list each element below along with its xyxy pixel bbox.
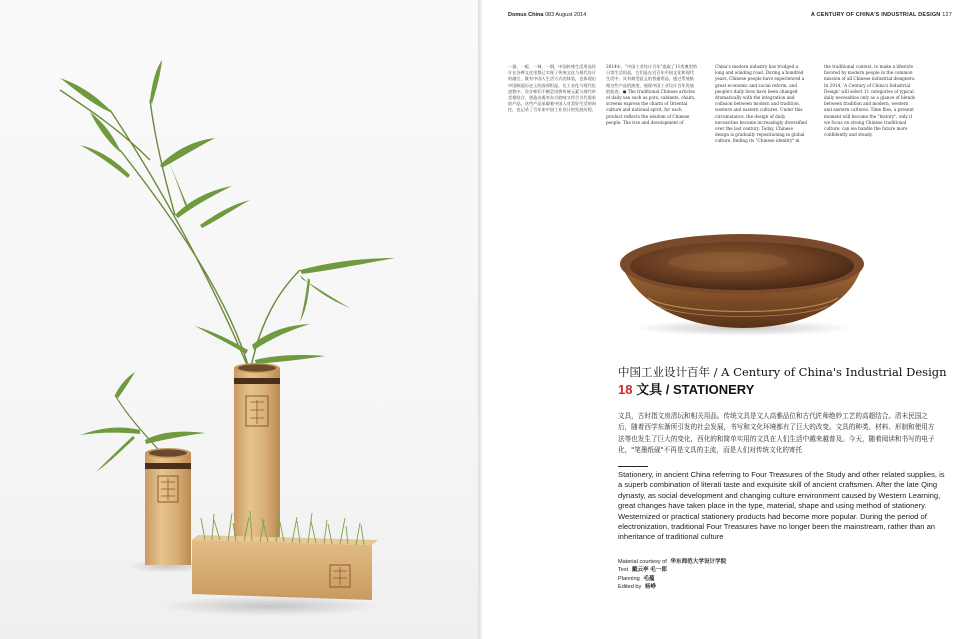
category-number: 18: [618, 382, 633, 397]
credit-material: [618, 558, 918, 566]
bamboo-leaves: [60, 60, 395, 364]
credit-planning: [618, 575, 918, 583]
page-number: 127: [942, 12, 952, 18]
running-header: [482, 10, 960, 22]
section-name: A CENTURY OF CHINA'S INDUSTRIAL DESIGN: [810, 12, 941, 18]
intro-columns: [508, 64, 952, 148]
header-left: [508, 12, 586, 18]
credit-text: [618, 566, 918, 574]
intro-column-2: 2014年，"中国工业设计百年"选取了11类典型的日常生活用品，它们是在近百年中国文化和现代生活中，具有典型意义的普通用品，通过系统梳理这些产品的演变，展现中国工业设计百年发展的轨迹。● The traditional Chinese articles of daily use such as pots, cabinets, chairs, screens express the charm of Oriental culture and national spirit, for each product reflects the wisdom of Chinese people. The rise and development of: [606, 64, 698, 125]
series-title: 中国工业设计百年 / A Century of China's Industrial Design: [618, 365, 947, 379]
bamboo-grass-tray: [192, 511, 378, 600]
category-separator: /: [665, 382, 670, 397]
category-name-zh: 文具: [636, 383, 663, 398]
credit-label: Edited by: [618, 584, 642, 591]
intro-column-4: the traditional context, to make a lifestyle favored by modern people in the common mission of all Chinese industrial designers. In 2014, 'A Century of China's Industrial Design' will select 11 categories of typical daily necessities only as a glance of blends between tradition and modern, western and eastern cultures. Time flies, a present moment will become the "history", only if we focus on strong Chinese traditional culture, can we handle the future more confidently and steady.: [824, 64, 916, 138]
intro-column-1: 一器、一板、一椅、一锅，中国传统生活用品设计在各种文化里都已实现了传统文化与现代设计的融合，既有中国人生活方式的体验，也体现出中国制造历史上的深厚积淀。在工业化与现代化进程中，设计师们不断尝试将传统元素与现代审美相结合，创造出既有东方韵味又符合当代需求的产品。这些产品承载着中国人对美好生活的向往，也记录了百年来中国工业设计的发展历程。: [508, 64, 596, 113]
credit-label: Planning: [618, 575, 640, 582]
bamboo-stationery-photo: [0, 0, 478, 639]
left-page-photo: [0, 0, 478, 639]
credit-label: Text: [618, 567, 629, 574]
issue-info: 083 August 2014: [544, 12, 587, 18]
body-text-zh: 文具，古时指文房清玩和相关用品。传统文具是文人高雅品位和古代匠师绝妙工艺的高超结合。清末民国之后，随着西学东渐所引发的社会发展，书写和文化环境都有了巨大的改变。文具的种类、材料、形制和使用方法等也发生了巨大的变化，西化的和简单实用的文具在人们生活中越来越普及。今天，随着阅读和书写的电子化，"笔墨纸砚"不再是文具的主流，而是人们对传统文化的寄托: [618, 412, 935, 455]
credit-editor: [618, 583, 918, 591]
lacquer-dish-photo: [618, 228, 866, 338]
header-right: [811, 12, 952, 18]
credit-value: 毛蕴: [643, 575, 655, 582]
divider-rule: [618, 466, 648, 467]
body-text-en: Stationery, in ancient China referring to Four Treasures of the Study and other related supplies, is a superb combination of literati taste and exquisite skill of ancient craftsmen. After the late Qing dynasty, as social development and changing culture environment caused by Western Learning, great changes have taken place in the type, material, shape and using method of stationery. Westernized or practical stationery products had become more popular. During the period of electronization, traditional Four Treasures have no longer been the mainstream, rather than an inheritance of traditional culture: [618, 470, 945, 542]
credit-label: Material courtesy of: [618, 559, 667, 565]
bamboo-pen-holder-short: [145, 448, 191, 565]
magazine-name: Domus China: [508, 12, 544, 18]
right-page-article: [482, 0, 960, 639]
bamboo-plant-tall: [60, 90, 300, 372]
credit-value: 戴云亭 毛一郎: [631, 567, 667, 574]
credit-value: 杨峥: [644, 584, 657, 591]
category-title: [618, 379, 754, 398]
credit-value: 华东师范大学设计学院: [670, 559, 727, 565]
intro-column-3: China's modern industry has trudged a long and winding road. During a hundred years, Chinese people have experienced a great economic and social reform, and people's daily lives have been changed dramatically with the integration and collision between modern and tradition, western and eastern cultures. Under this circumstance, the design of daily necessities became increasingly diversified over the last century. Today, Chinese design is gradually repositioning in global culture, finding its "Chinese identity" in: [715, 64, 807, 144]
credits: [618, 558, 918, 592]
category-name-en: STATIONERY: [672, 382, 755, 397]
